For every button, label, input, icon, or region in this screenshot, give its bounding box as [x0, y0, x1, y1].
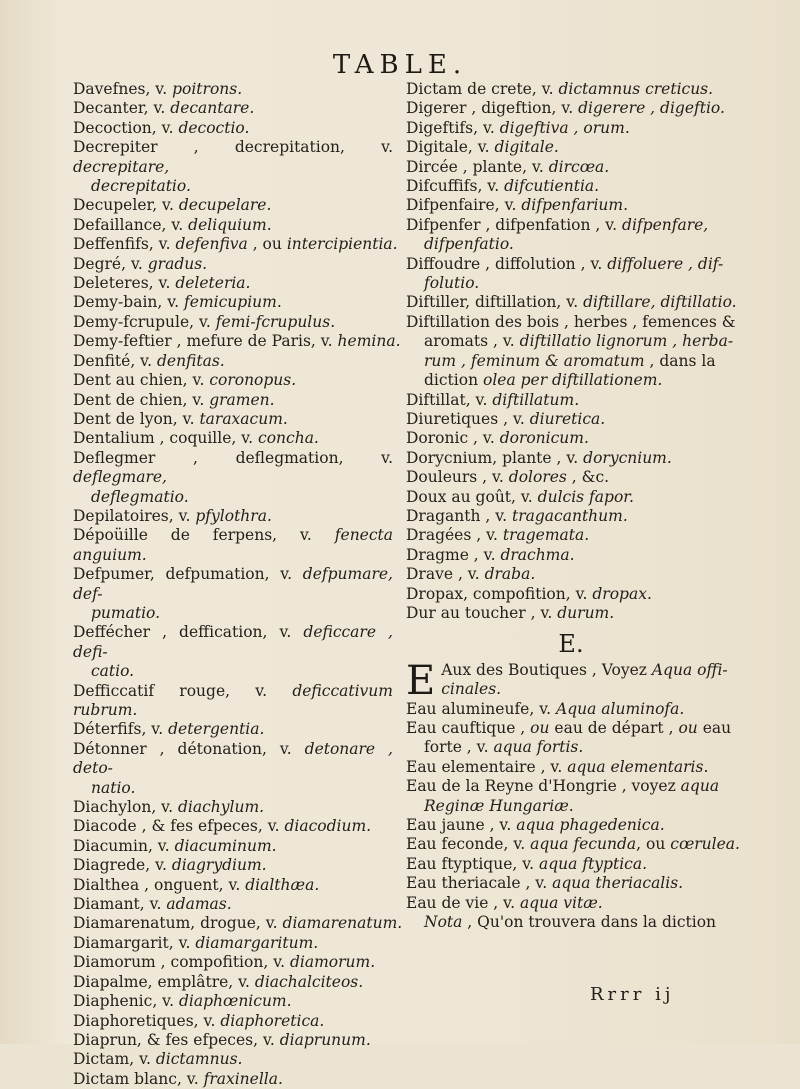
index-entry: Difpenfaire, v. difpenfarium.	[406, 196, 629, 215]
index-entry: Doronic , v. doronicum.	[406, 429, 589, 448]
index-entry: Dur au toucher , v. durum.	[406, 603, 615, 622]
index-entry: Diagrede, v. diagrydium.	[73, 856, 267, 875]
index-entry: Eau theriacale , v. aqua theriacalis.	[406, 874, 684, 893]
index-entry: Eau de la Reyne d'Hongrie , voyez aqua Reginæ Hungariæ.	[406, 777, 720, 815]
index-entry: Eau de vie , v. aqua vitæ.	[406, 893, 603, 912]
index-entry: Dircée , plante, v. dircœa.	[406, 157, 610, 176]
index-entry: Diuretiques , v. diuretica.	[406, 409, 606, 428]
index-entry: Draganth , v. tragacanthum.	[406, 506, 628, 525]
index-entry: Diftiller, diftillation, v. diftillare, diftillatio.	[406, 293, 737, 312]
index-entry: Dent au chien, v. coronopus.	[73, 371, 297, 390]
index-entry: Dent de lyon, v. taraxacum.	[73, 409, 288, 428]
index-entry: Digitale, v. digitale.	[406, 138, 559, 157]
index-entry: Dropax, compofition, v. dropax.	[406, 584, 652, 603]
index-entry: Digerer , digeftion, v. digerere , digeftio.	[406, 99, 725, 118]
index-entry: Eau feconde, v. aqua fecunda, ou cœrulea.	[406, 835, 740, 854]
drop-cap: E	[406, 657, 436, 704]
index-entry: Diaphenic, v. diaphœnicum.	[73, 992, 292, 1011]
index-entry: Deleteres, v. deleteria.	[73, 274, 251, 293]
index-entry: Dragées , v. tragemata.	[406, 526, 590, 545]
index-entry: Diamarenatum, drogue, v. diamarenatum.	[73, 914, 403, 933]
index-entry: Diaprun, & fes efpeces, v. diaprunum.	[73, 1030, 371, 1049]
index-entry: Diffoudre , diffolution , v. diffoluere , dif- folutio.	[406, 254, 724, 293]
index-entry: Digeftifs, v. digeftiva , orum.	[406, 118, 630, 137]
index-entry: Difcuffifs, v. difcutientia.	[406, 177, 600, 196]
index-entry: Dorycnium, plante , v. dorycnium.	[406, 448, 672, 467]
index-entry: E Aux des Boutiques , Voyez Aqua offi- cinales.	[406, 657, 728, 704]
index-entry: Decrepiter , decrepitation, v. decrepitare, decrepitatio.	[73, 138, 393, 196]
index-entry: Diacumin, v. diacuminum.	[73, 836, 277, 855]
index-entry: Difpenfer , difpenfation , v. difpenfare, difpenfatio.	[406, 215, 709, 254]
index-entry: Diachylon, v. diachylum.	[73, 798, 265, 817]
index-entry: Demy-fcrupule, v. femi-fcrupulus.	[73, 312, 336, 331]
index-entry: Eau cauftique , ou eau de départ , ou eau forte , v. aqua fortis.	[406, 719, 732, 757]
index-entry: Déterfifs, v. detergentia.	[73, 720, 265, 739]
index-entry: Douleurs , v. dolores , &c.	[406, 468, 610, 487]
index-entry: Détonner , détonation, v. detonare , deto- natio.	[73, 739, 393, 797]
index-entry: Diftillat, v. diftillatum.	[406, 390, 580, 409]
index-entry: Davefnes, v. poitrons.	[73, 80, 243, 98]
index-entry: Defaillance, v. deliquium.	[73, 215, 272, 234]
index-entry: Diamorum , compofition, v. diamorum.	[73, 953, 376, 972]
index-entry: Decanter, v. decantare.	[73, 99, 255, 118]
index-entry: Diamant, v. adamas.	[73, 895, 232, 914]
left-column	[73, 80, 403, 1089]
index-entry: Dictam blanc, v. fraxinella.	[73, 1069, 283, 1088]
index-entry: Defficcatif rouge, v. deficcativum rubrum.	[73, 681, 393, 719]
signature-mark: Rrrr ij	[590, 984, 675, 1005]
index-entry: Deffenfifs, v. defenfiva , ou intercipientia.	[73, 235, 398, 254]
index-entry: Denfité, v. denfitas.	[73, 351, 225, 370]
index-entry: Dépoüille de ferpens, v. fenecta anguium.	[73, 526, 393, 564]
nota-line: Nota , Qu'on trouvera dans la diction	[424, 913, 717, 932]
index-entry: Eau ftyptique, v. aqua ftyptica.	[406, 854, 648, 873]
index-entry: Depilatoires, v. pfylothra.	[73, 506, 272, 525]
index-entry: Deflegmer , deflegmation, v. deflegmare, deflegmatio.	[73, 448, 394, 506]
index-entry: Degré, v. gradus.	[73, 254, 208, 273]
index-entry: Diacode , & fes efpeces, v. diacodium.	[73, 817, 372, 836]
index-entry: Diaphoretiques, v. diaphoretica.	[73, 1011, 325, 1030]
index-entry: Demy-feftier , mefure de Paris, v. hemina.	[73, 332, 401, 351]
index-entry: Doux au goût, v. dulcis fapor.	[406, 487, 634, 506]
index-entry: Dictam de crete, v. dictamnus creticus.	[406, 80, 714, 98]
section-heading-e: E.	[558, 630, 584, 659]
index-entry: Drave , v. draba.	[406, 565, 536, 584]
index-entry: Eau elementaire , v. aqua elementaris.	[406, 757, 709, 776]
index-entry: Dragme , v. drachma.	[406, 545, 575, 564]
right-column	[406, 80, 740, 932]
page-title: TABLE.	[332, 50, 468, 80]
index-entry: Diapalme, emplâtre, v. diachalciteos.	[73, 972, 364, 991]
index-entry: Dictam, v. dictamnus.	[73, 1050, 243, 1069]
index-entry: Dialthea , onguent, v. dialthæa.	[73, 875, 320, 894]
index-entry: Dent de chien, v. gramen.	[73, 390, 275, 409]
index-entry: Eau jaune , v. aqua phagedenica.	[406, 816, 665, 835]
index-entry: Deffécher , deffication, v. deficcare , defi- catio.	[73, 623, 393, 681]
index-entry: Diamargarit, v. diamargaritum.	[73, 933, 319, 952]
index-entry: Demy-bain, v. femicupium.	[73, 293, 282, 312]
index-entry: Defpumer, defpumation, v. defpumare, def- pumatio.	[73, 565, 393, 622]
index-entry: Decoction, v. decoctio.	[73, 118, 250, 137]
index-entry: Decupeler, v. decupelare.	[73, 196, 272, 215]
index-entry: Dentalium , coquille, v. concha.	[73, 429, 319, 448]
index-entry: Diftillation des bois , herbes , femences & aromats , v. diftillatio lignorum , herba- rum , feminum & aromatum , dans la diction olea per diftillationem.	[406, 312, 736, 390]
index-entry: Eau alumineufe, v. Aqua aluminofa.	[406, 699, 685, 718]
